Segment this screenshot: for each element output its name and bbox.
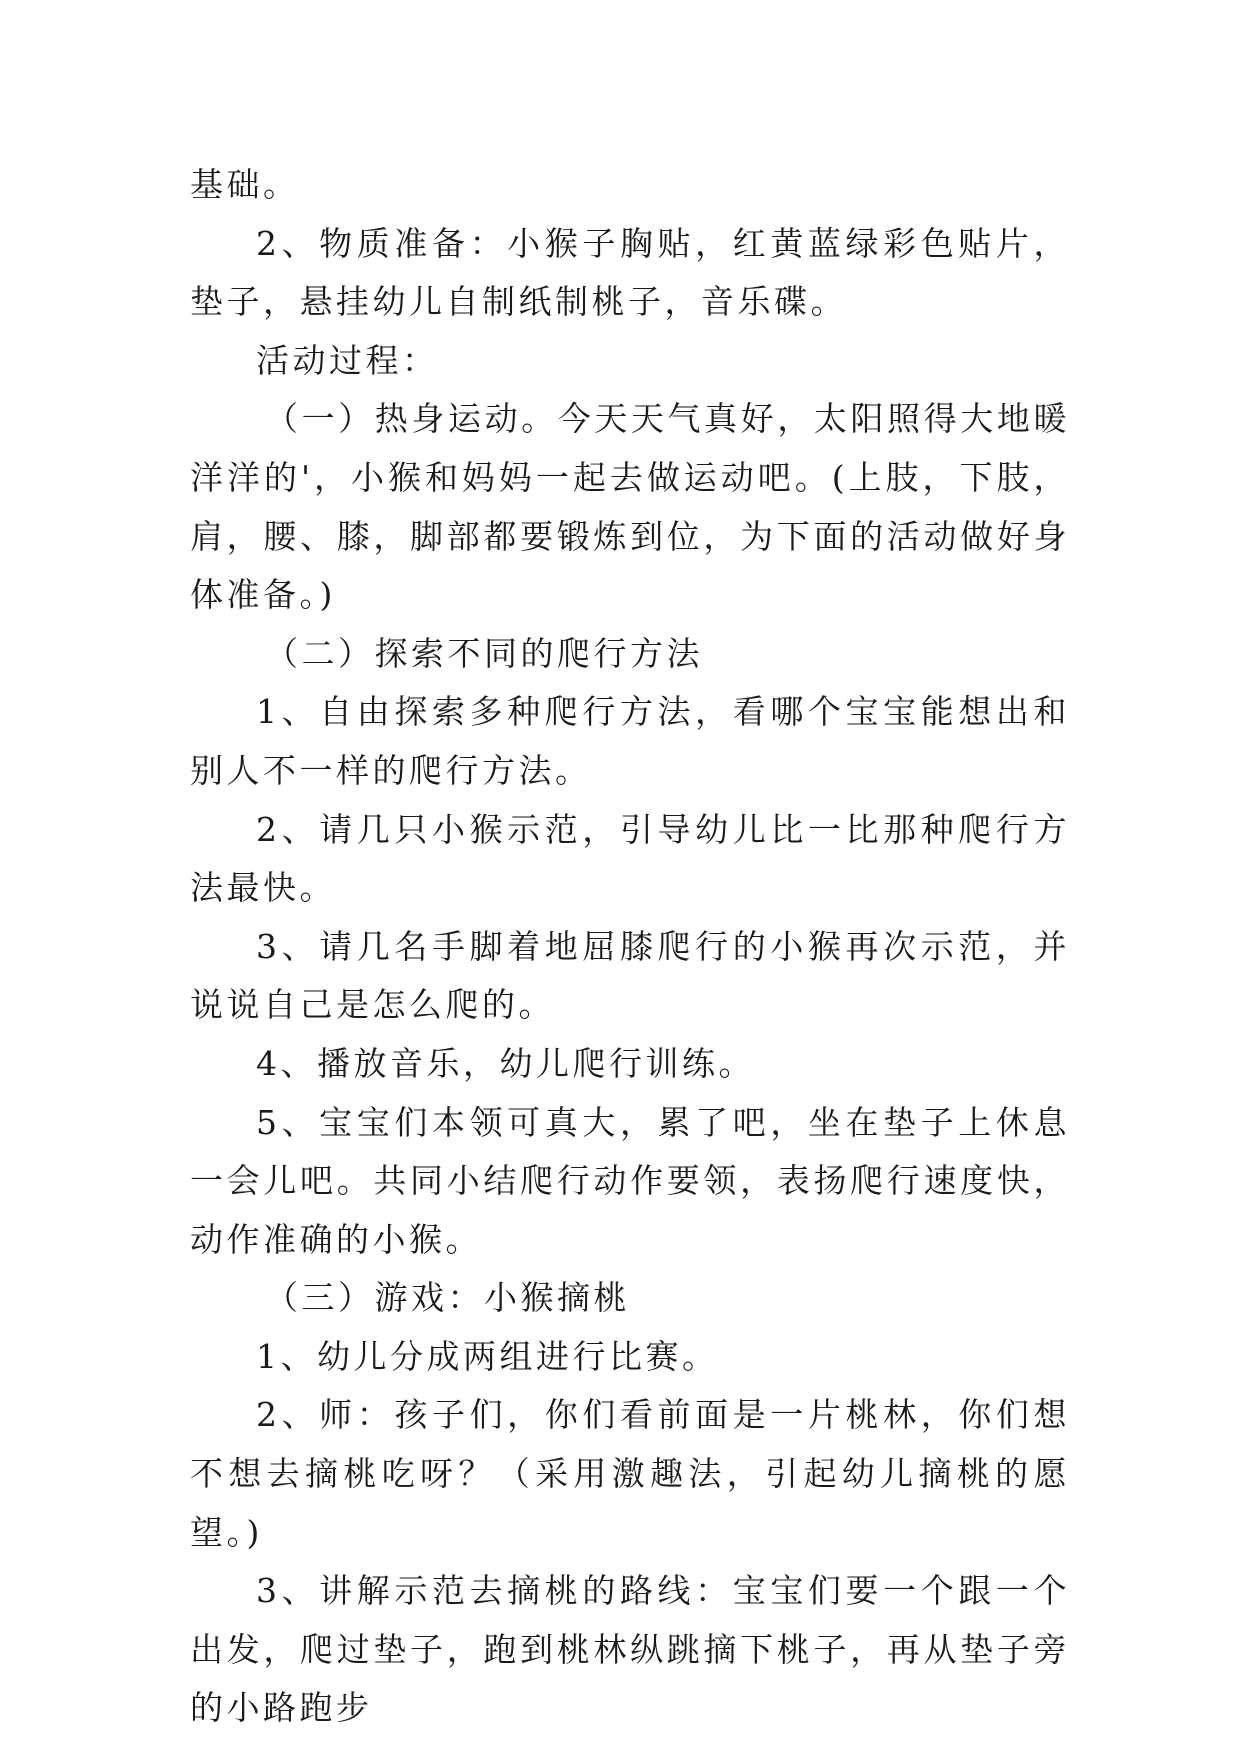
paragraph-materials: 2、物质准备：小猴子胸贴，红黄蓝绿彩色贴片，垫子，悬挂幼儿自制纸制桃子，音乐碟。	[190, 223, 1070, 322]
paragraph-game-step-2: 2、师：孩子们，你们看前面是一片桃林，你们想不想去摘桃吃呀？（采用激趣法，引起幼儿摘桃的愿望。)	[190, 1395, 1070, 1552]
paragraph-game-step-3: 3、讲解示范去摘桃的路线：宝宝们要一个跟一个出发，爬过垫子，跑到桃林纵跳摘下桃子，再从垫子旁的小路跑步	[190, 1571, 1070, 1728]
paragraph-continuation: 基础。	[190, 165, 300, 204]
paragraph-activity-heading: 活动过程：	[256, 340, 439, 380]
paragraph-section-three: （三）游戏：小猴摘桃	[265, 1278, 630, 1318]
paragraph-step-2: 2、请几只小猴示范，引导幼儿比一比那种爬行方法最快。	[190, 809, 1070, 908]
document-body	[190, 156, 1070, 1738]
paragraph-warmup: （一）热身运动。今天天气真好，太阳照得大地暖洋洋的'，小猴和妈妈一起去做运动吧。(上肢，下肢，肩，腰、膝，脚部都要锻炼到位，为下面的活动做好身体准备。)	[190, 399, 1070, 615]
paragraph-game-step-1: 1、幼儿分成两组进行比赛。	[256, 1336, 719, 1376]
paragraph-step-3: 3、请几名手脚着地屈膝爬行的小猴再次示范，并说说自己是怎么爬的。	[190, 926, 1070, 1025]
paragraph-section-two: （二）探索不同的爬行方法	[265, 633, 703, 673]
paragraph-step-4: 4、播放音乐，幼儿爬行训练。	[256, 1043, 755, 1083]
paragraph-step-1: 1、自由探索多种爬行方法，看哪个宝宝能想出和别人不一样的爬行方法。	[190, 692, 1070, 790]
paragraph-step-5: 5、宝宝们本领可真大，累了吧，坐在垫子上休息一会儿吧。共同小结爬行动作要领，表扬爬行速度快，动作准确的小猴。	[190, 1102, 1070, 1259]
